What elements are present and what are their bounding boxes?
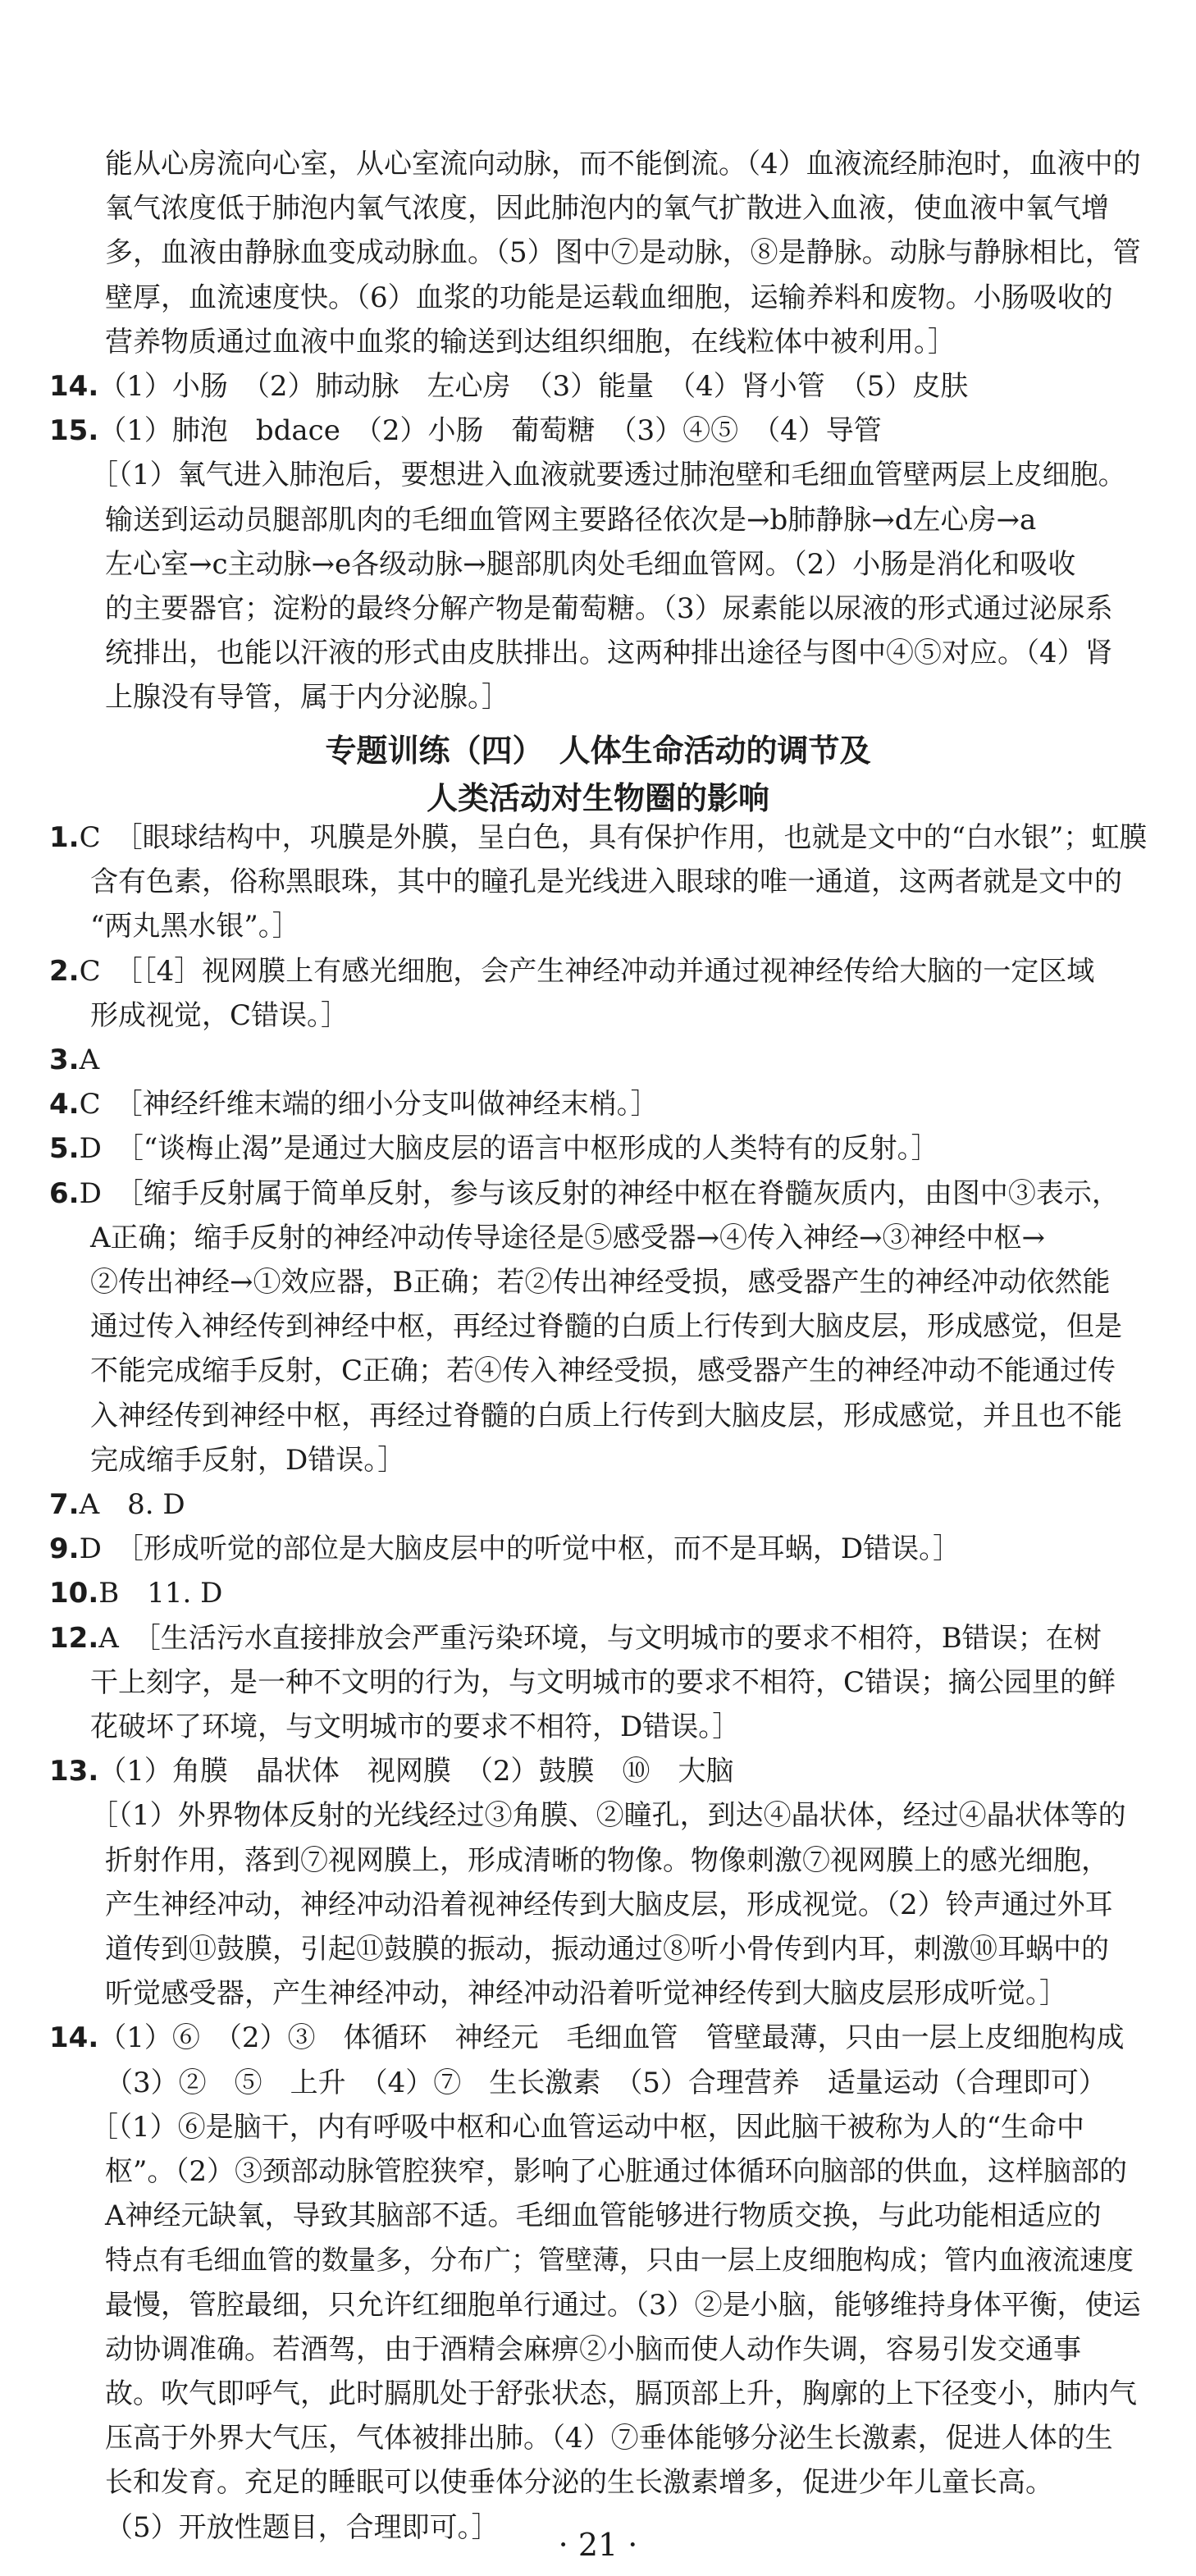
text-line: 动协调准确。若酒驾，由于酒精会麻痹②小脑而使人动作失调，容易引发交通事 xyxy=(105,2332,1081,2366)
text-line: ②传出神经→①效应器，B正确；若②传出神经受损，感受器产生的神经冲动依然能 xyxy=(90,1266,1111,1299)
question-item xyxy=(49,1531,961,1567)
question-number: 3. xyxy=(49,1044,80,1076)
text-line: 多，血液由静脉血变成动脉血。（5）图中⑦是动脉，⑧是静脉。动脉与静脉相比，管 xyxy=(105,236,1141,270)
text-line: 枢”。（2）③颈部动脉管腔狭窄，影响了心脏通过体循环向脑部的供血，这样脑部的 xyxy=(105,2155,1128,2188)
answer-text: （1）角膜 晶状体 视网膜 （2）鼓膜 ⑩ 大脑 xyxy=(98,1755,734,1788)
text-line: 营养物质通过血液中血浆的输送到达组织细胞，在线粒体中被利用。］ xyxy=(105,325,956,359)
text-line: 入神经传到神经中枢，再经过脊髓的白质上行传到大脑皮层，形成感觉，并且也不能 xyxy=(90,1399,1122,1432)
text-line: “两丸黑水银”。］ xyxy=(90,910,300,943)
question-item xyxy=(49,1620,1102,1656)
text-line: 不能完成缩手反射，C正确；若④传入神经受损，感受器产生的神经冲动不能通过传 xyxy=(90,1354,1116,1388)
answer-text: B 11. D xyxy=(98,1577,223,1610)
text-line: 压高于外界大气压，气体被排出肺。（4）⑦垂体能够分泌生长激素，促进人体的生 xyxy=(105,2422,1113,2455)
text-line: 产生神经冲动，神经冲动沿着视神经传到大脑皮层，形成视觉。（2）铃声通过外耳 xyxy=(105,1888,1113,1921)
answer-text: （1）肺泡 bdace （2）小肠 葡萄糖 （3）④⑤ （4）导管 xyxy=(98,414,882,448)
text-line: 道传到⑪鼓膜，引起⑪鼓膜的振动，振动通过⑧听小骨传到内耳，刺激⑩耳蜗中的 xyxy=(105,1933,1109,1966)
text-line: （3）② ⑤ 上升 （4）⑦ 生长激素 （5）合理营养 适量运动（合理即可） xyxy=(105,2066,1107,2099)
text-line: 通过传入神经传到神经中枢，再经过脊髓的白质上行传到大脑皮层，形成感觉，但是 xyxy=(90,1310,1122,1344)
answer-text: C ［眼球结构中，巩膜是外膜，呈白色，具有保护作用，也就是文中的“白水银”；虹膜 xyxy=(79,821,1148,854)
question-item xyxy=(49,368,968,404)
section-title: 专题训练（四） 人体生命活动的调节及 xyxy=(325,732,871,769)
text-line: 折射作用，落到⑦视网膜上，形成清晰的物像。物像刺激⑦视网膜上的感光细胞， xyxy=(105,1843,1109,1877)
question-item xyxy=(49,413,882,449)
text-line: 上腺没有导管，属于内分泌腺。］ xyxy=(105,681,509,715)
page-number: · 21 · xyxy=(558,2527,638,2563)
question-number: 12. xyxy=(49,1621,99,1655)
answer-text: C ［［4］视网膜上有感光细胞，会产生神经冲动并通过视神经传给大脑的一定区域 xyxy=(79,954,1095,988)
answer-text: D ［缩手反射属于简单反射，参与该反射的神经中枢在脊髓灰质内，由图中③表示， xyxy=(79,1176,1120,1210)
answer-text: A 8. D xyxy=(79,1488,185,1521)
text-line: 左心室→c主动脉→e各级动脉→腿部肌肉处毛细血管网。（2）小肠是消化和吸收 xyxy=(105,547,1076,581)
text-line: 完成缩手反射，D错误。］ xyxy=(90,1443,406,1477)
answer-text: （1）⑥ （2）③ 体循环 神经元 毛细血管 管壁最薄，只由一层上皮细胞构成 xyxy=(98,2021,1125,2055)
text-line: A正确；缩手反射的神经冲动传导途径是⑤感受器→④传入神经→③神经中枢→ xyxy=(90,1221,1046,1254)
question-number: 9. xyxy=(49,1532,80,1566)
question-number: 6. xyxy=(49,1176,80,1210)
question-number: 2. xyxy=(49,954,80,988)
text-line: 长和发育。充足的睡眠可以使垂体分泌的生长激素增多，促进少年儿童长高。 xyxy=(105,2466,1053,2500)
text-line: 最慢，管腔最细，只允许红细胞单行通过。（3）②是小脑，能够维持身体平衡，使运 xyxy=(105,2288,1141,2322)
text-line: （5）开放性题目，合理即可。］ xyxy=(105,2510,500,2544)
text-line: 含有色素，俗称黑眼珠，其中的瞳孔是光线进入眼球的唯一通道，这两者就是文中的 xyxy=(90,866,1122,899)
text-line: 花破坏了环境，与文明城市的要求不相符，D错误。］ xyxy=(90,1710,741,1743)
text-line: 听觉感受器，产生神经冲动，神经冲动沿着听觉神经传到大脑皮层形成听觉。］ xyxy=(105,1977,1067,2011)
text-line: 壁厚，血流速度快。（6）血浆的功能是运载血细胞，运输养料和废物。小肠吸收的 xyxy=(105,281,1113,314)
text-line: ［（1）外界物体反射的光线经过③角膜、②瞳孔，到达④晶状体，经过④晶状体等的 xyxy=(90,1799,1126,1833)
question-item xyxy=(49,2020,1125,2056)
question-item xyxy=(49,1042,99,1078)
answer-text: （1）小肠 （2）肺动脉 左心房 （3）能量 （4）肾小管 （5）皮肤 xyxy=(98,370,969,403)
question-number: 13. xyxy=(49,1755,99,1788)
text-line: 统排出，也能以汗液的形式由皮肤排出。这两种排出途径与图中④⑤对应。（4）肾 xyxy=(105,637,1113,670)
question-number: 14. xyxy=(49,2021,99,2055)
question-number: 5. xyxy=(49,1132,80,1166)
text-line: 氧气浓度低于肺泡内氧气浓度，因此肺泡内的氧气扩散进入血液，使血液中氧气增 xyxy=(105,192,1109,226)
section-subtitle: 人类活动对生物圈的影响 xyxy=(426,779,769,816)
text-line: 能从心房流向心室，从心室流向动脉，而不能倒流。（4）血液流经肺泡时，血液中的 xyxy=(105,148,1141,180)
answer-text: C ［神经纤维末端的细小分支叫做神经末梢。］ xyxy=(79,1088,659,1121)
text-line: 干上刻字，是一种不文明的行为，与文明城市的要求不相符，C错误；摘公园里的鲜 xyxy=(90,1665,1116,1699)
question-number: 1. xyxy=(49,821,80,854)
text-line: ［（1）⑥是脑干，内有呼吸中枢和心血管运动中枢，因此脑干被称为人的“生命中 xyxy=(90,2110,1085,2144)
question-number: 15. xyxy=(49,414,99,448)
text-line: A神经元缺氧，导致其脑部不适。毛细血管能够进行物质交换，与此功能相适应的 xyxy=(105,2199,1102,2233)
text-line: 的主要器官；淀粉的最终分解产物是葡萄糖。（3）尿素能以尿液的形式通过泌尿系 xyxy=(105,592,1113,625)
text-line: 特点有毛细血管的数量多，分布广；管壁薄，只由一层上皮细胞构成；管内血液流速度 xyxy=(105,2244,1134,2277)
question-item xyxy=(49,1575,222,1611)
text-line: 故。吹气即呼气，此时膈肌处于舒张状态，膈顶部上升，胸廓的上下径变小，肺内气 xyxy=(105,2377,1137,2410)
answer-text: A xyxy=(79,1044,100,1076)
answer-text: A ［生活污水直接排放会严重污染环境，与文明城市的要求不相符，B错误；在树 xyxy=(98,1621,1102,1655)
text-line: ［（1）氧气进入肺泡后，要想进入血液就要透过肺泡壁和毛细血管壁两层上皮细胞。 xyxy=(90,459,1126,492)
question-number: 14. xyxy=(49,370,99,403)
question-number: 10. xyxy=(49,1577,99,1610)
question-number: 7. xyxy=(49,1488,80,1521)
text-line: 输送到运动员腿部肌肉的毛细血管网主要路径依次是→b肺静脉→d左心房→a xyxy=(105,503,1037,537)
answer-text: D ［“谈梅止渴”是通过大脑皮层的语言中枢形成的人类特有的反射。］ xyxy=(79,1132,939,1166)
question-item xyxy=(49,1086,659,1122)
text-line: 形成视觉，C错误。］ xyxy=(90,998,349,1032)
question-number: 4. xyxy=(49,1088,80,1121)
question-item xyxy=(49,1753,734,1789)
answer-text: D ［形成听觉的部位是大脑皮层中的听觉中枢，而不是耳蜗，D错误。］ xyxy=(79,1532,961,1566)
question-item xyxy=(49,953,1094,989)
question-item xyxy=(49,1130,939,1167)
question-item xyxy=(49,820,1147,856)
question-item xyxy=(49,1487,185,1523)
question-item xyxy=(49,1176,1120,1212)
